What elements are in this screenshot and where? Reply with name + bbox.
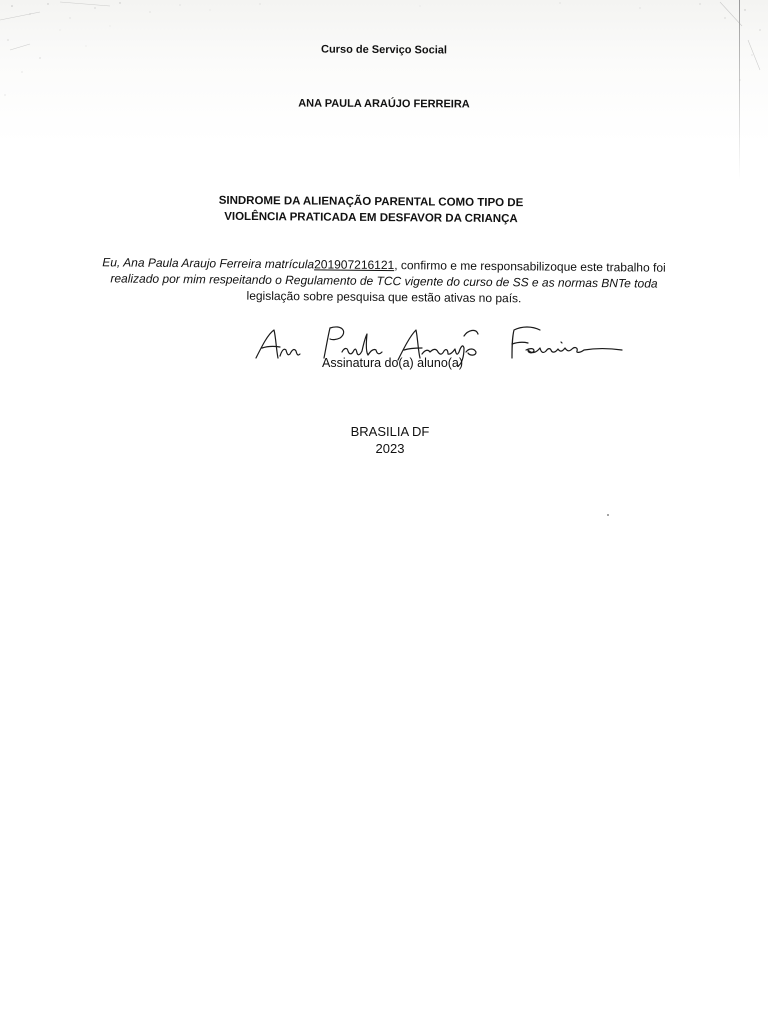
matricula-number: 201907216121 (314, 257, 395, 273)
declaration-line2-text: realizado por mim respeitando o Regulamento de TCC vigente do curso de SS e as normas BNTe toda (110, 271, 658, 291)
scan-dot (607, 514, 609, 516)
declaration-line3: legislação sobre pesquisa que estão ativas no país. (246, 288, 522, 306)
signature-label: Assinatura do(a) aluno(a) (322, 356, 464, 370)
year: 2023 (375, 441, 405, 456)
scan-page-edge (739, 0, 740, 180)
thesis-title-line2: VIOLÊNCIA PRATICADA EM DESFAVOR DA CRIANÇA (224, 210, 518, 226)
declaration-line1-suffix: , confirmo e me responsabilizoque este trabalho foi (394, 258, 666, 275)
city: BRASILIA DF (350, 424, 430, 439)
declaration-line1-prefix: Eu, Ana Paula Araujo Ferreira matrícula (102, 255, 315, 272)
course-name: Curso de Serviço Social (320, 43, 448, 57)
author-name: ANA PAULA ARAÚJO FERREIRA (298, 97, 470, 111)
thesis-title-line1: SINDROME DA ALIENAÇÃO PARENTAL COMO TIPO DE (218, 194, 524, 210)
